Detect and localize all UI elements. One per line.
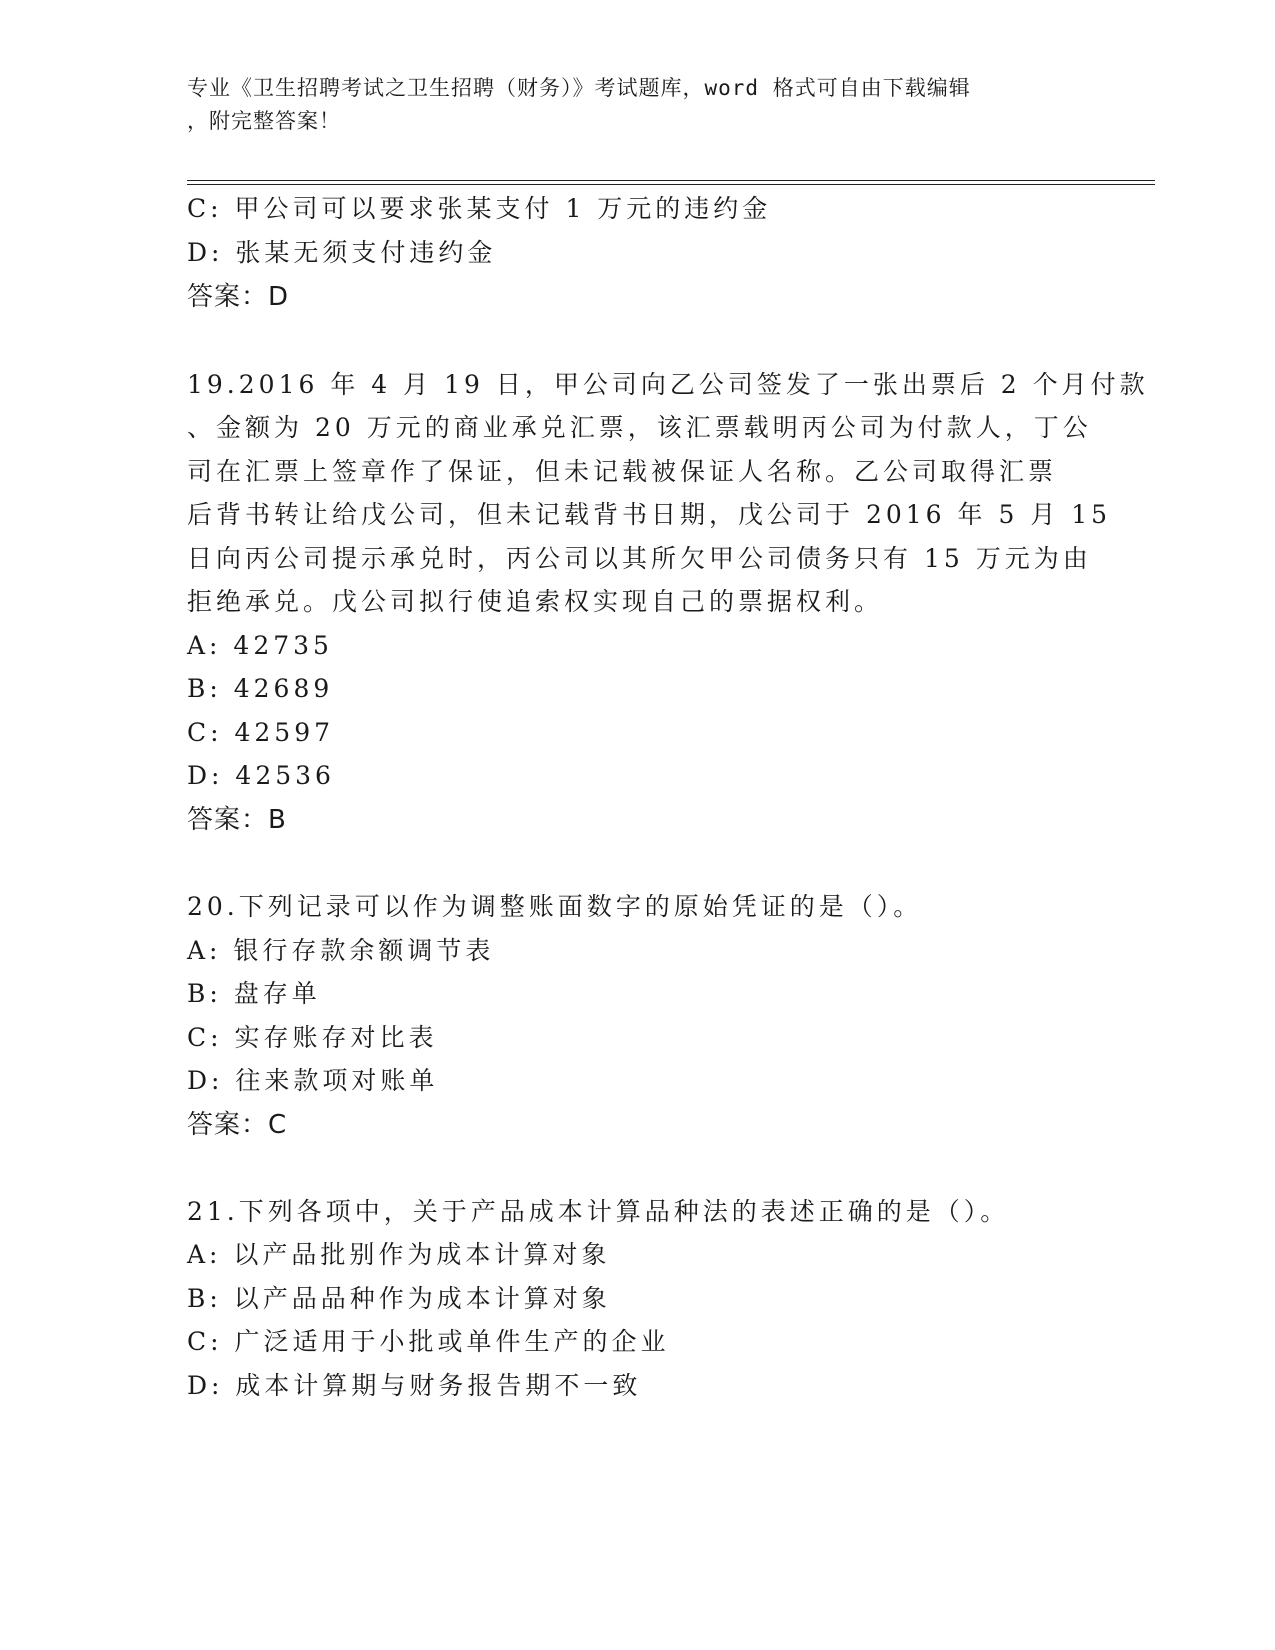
answer: 答案：C [187, 1110, 288, 1140]
option-c: C: 甲公司可以要求张某支付 1 万元的违约金 [187, 194, 772, 223]
question-stem: 21.下列各项中，关于产品成本计算品种法的表述正确的是（）。 [187, 1197, 1010, 1226]
document-header [187, 72, 1067, 138]
header-divider-bottom [187, 184, 1155, 185]
question-stem-line: 日向丙公司提示承兑时，丙公司以其所欠甲公司债务只有 15 万元为由 [187, 544, 1092, 573]
option-a: A: 42735 [187, 631, 333, 660]
answer: 答案：B [187, 805, 287, 835]
question-stem-line: 拒绝承兑。戊公司拟行使追索权实现自己的票据权利。 [187, 587, 884, 616]
header-line-2: ，附完整答案！ [187, 109, 341, 133]
option-c: C: 广泛适用于小批或单件生产的企业 [187, 1327, 670, 1356]
question-stem: 20.下列记录可以作为调整账面数字的原始凭证的是（）。 [187, 892, 923, 921]
question-stem-line: 、金额为 20 万元的商业承兑汇票，该汇票载明丙公司为付款人，丁公 [187, 413, 1092, 442]
option-d: D: 张某无须支付违约金 [187, 238, 497, 267]
header-divider-top [187, 180, 1155, 181]
option-b: B: 42689 [187, 674, 334, 703]
option-a: A: 以产品批别作为成本计算对象 [187, 1240, 611, 1269]
option-c: C: 42597 [187, 718, 335, 747]
option-c: C: 实存账存对比表 [187, 1023, 438, 1052]
option-d: D: 往来款项对账单 [187, 1066, 439, 1095]
option-b: B: 以产品品种作为成本计算对象 [187, 1284, 611, 1313]
answer: 答案：D [187, 282, 290, 312]
question-stem-line: 后背书转让给戊公司，但未记载背书日期，戊公司于 2016 年 5 月 15 [187, 500, 1112, 529]
option-d: D: 42536 [187, 761, 335, 790]
question-stem-line: 司在汇票上签章作了保证，但未记载被保证人名称。乙公司取得汇票 [187, 457, 1058, 486]
question-stem-line: 19.2016 年 4 月 19 日，甲公司向乙公司签发了一张出票后 2 个月付款 [187, 370, 1149, 399]
option-a: A: 银行存款余额调节表 [187, 936, 495, 965]
header-line-1: 专业《卫生招聘考试之卫生招聘（财务）》考试题库，word 格式可自由下载编辑 [187, 76, 971, 100]
option-d: D: 成本计算期与财务报告期不一致 [187, 1371, 642, 1400]
option-b: B: 盘存单 [187, 979, 321, 1008]
